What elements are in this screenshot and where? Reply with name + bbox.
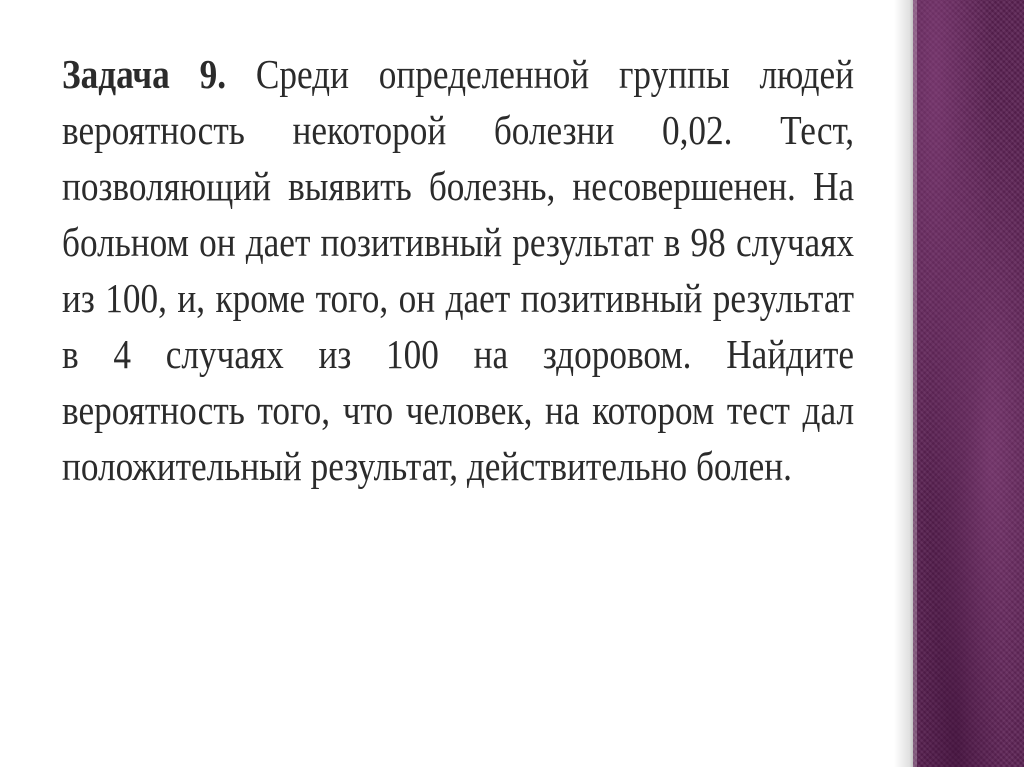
decorative-side-band [913,0,1024,767]
problem-body: Среди определенной группы людей вероятность некоторой болезни 0,02. Тест, позволяющий выявить болезнь, несовершенен. На больном он дает позитивный результат в 98 случаях из 100, и, кроме того, он дает позитивный результат в 4 случаях из 100 на здоровом. Найдите вероятность того, что человек, на котором тест дал положительный результат, действительно болен. [62,51,855,489]
problem-text [62,46,854,494]
problem-title: Задача 9. [62,51,227,97]
